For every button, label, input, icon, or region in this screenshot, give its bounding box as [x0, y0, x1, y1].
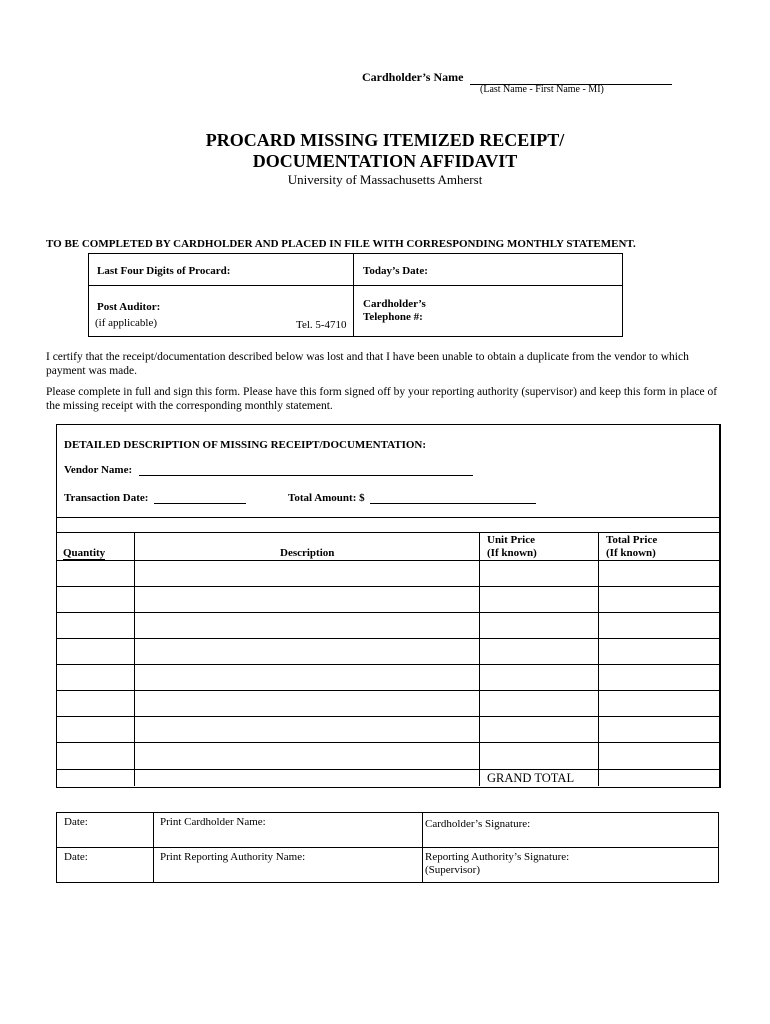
- instructions-paragraph: Please complete in full and sign this form. Please have this form signed off by your reporting authority (supervisor) and keep this form in place of the missing receipt with the corresponding monthly statement.: [46, 386, 718, 412]
- last-four-label: Last Four Digits of Procard:: [97, 265, 231, 277]
- grand-total-field[interactable]: [599, 770, 719, 785]
- detail-heading: DETAILED DESCRIPTION OF MISSING RECEIPT/DOCUMENTATION:: [64, 439, 427, 451]
- vendor-row: [64, 464, 473, 476]
- cardholder-telephone-label-1: Cardholder’s: [363, 298, 426, 310]
- vendor-name-label: Vendor Name:: [64, 464, 133, 476]
- page-subtitle: University of Massachusetts Amherst: [287, 172, 483, 187]
- table-row[interactable]: [57, 691, 719, 716]
- print-authority-name-label: Print Reporting Authority Name:: [160, 851, 306, 863]
- date-label: Date:: [64, 851, 88, 863]
- info-box-divider-h: [88, 285, 622, 286]
- col-header-total-price-2: (If known): [606, 547, 656, 559]
- vendor-name-field[interactable]: [139, 464, 473, 476]
- detail-separator-1: [57, 517, 719, 518]
- transaction-date-label: Transaction Date:: [64, 492, 149, 504]
- table-row[interactable]: [57, 639, 719, 664]
- certify-paragraph: I certify that the receipt/documentation described below was lost and that I have been unable to obtain a duplicate from the vendor to which payment was made.: [46, 351, 689, 377]
- table-row[interactable]: [57, 587, 719, 612]
- page-title-line1: PROCARD MISSING ITEMIZED RECEIPT/: [205, 130, 565, 150]
- cardholder-name-row: [362, 70, 672, 85]
- last-four-field[interactable]: [260, 258, 350, 282]
- col-header-total-price-1: Total Price: [606, 534, 658, 546]
- col-header-description: Description: [280, 547, 335, 559]
- transaction-date-field[interactable]: [154, 492, 246, 504]
- print-name-cell[interactable]: [154, 813, 423, 848]
- cardholder-name-hint: (Last Name - First Name - MI): [480, 84, 604, 95]
- transaction-row: [64, 492, 246, 504]
- col-header-quantity: Quantity: [63, 547, 106, 559]
- date-label: Date:: [64, 816, 88, 828]
- item-table: [57, 532, 719, 786]
- supervisor-note: (Supervisor): [425, 864, 480, 876]
- signature-table: [56, 812, 719, 883]
- cardholder-telephone-field[interactable]: [430, 290, 618, 332]
- grand-total-label: GRAND TOTAL: [487, 771, 575, 785]
- if-applicable-note: (if applicable): [95, 317, 157, 329]
- signature-row-authority: [57, 848, 719, 883]
- table-row[interactable]: [57, 665, 719, 690]
- total-amount-row: [288, 492, 536, 504]
- post-auditor-label: Post Auditor:: [97, 301, 161, 313]
- todays-date-field[interactable]: [440, 258, 618, 282]
- signature-row-cardholder: [57, 813, 719, 848]
- table-row[interactable]: [57, 613, 719, 638]
- cardholder-telephone-label-2: Telephone #:: [363, 311, 423, 323]
- table-row[interactable]: [57, 561, 719, 586]
- total-amount-field[interactable]: [370, 492, 536, 504]
- cardholder-name-label: Cardholder’s Name: [362, 70, 464, 84]
- print-cardholder-name-label: Print Cardholder Name:: [160, 816, 266, 828]
- cardholder-signature-label: Cardholder’s Signature:: [425, 818, 531, 830]
- todays-date-label: Today’s Date:: [363, 265, 428, 277]
- date-cell[interactable]: [57, 848, 154, 883]
- table-row[interactable]: [57, 717, 719, 742]
- info-box-divider-v: [353, 253, 354, 336]
- instruction-text: TO BE COMPLETED BY CARDHOLDER AND PLACED IN FILE WITH CORRESPONDING MONTHLY STATEMENT.: [46, 238, 636, 250]
- signature-cell[interactable]: [423, 813, 719, 848]
- table-row[interactable]: [57, 743, 719, 769]
- col-header-unit-price-2: (If known): [487, 547, 537, 559]
- col-header-unit-price-1: Unit Price: [487, 534, 535, 546]
- authority-signature-label: Reporting Authority’s Signature:: [425, 851, 570, 863]
- print-name-cell[interactable]: [154, 848, 423, 883]
- page-title-line2: DOCUMENTATION AFFIDAVIT: [252, 151, 518, 171]
- date-cell[interactable]: [57, 813, 154, 848]
- signature-cell[interactable]: [423, 848, 719, 883]
- total-amount-label: Total Amount: $: [288, 492, 365, 504]
- post-auditor-tel: Tel. 5-4710: [296, 319, 347, 331]
